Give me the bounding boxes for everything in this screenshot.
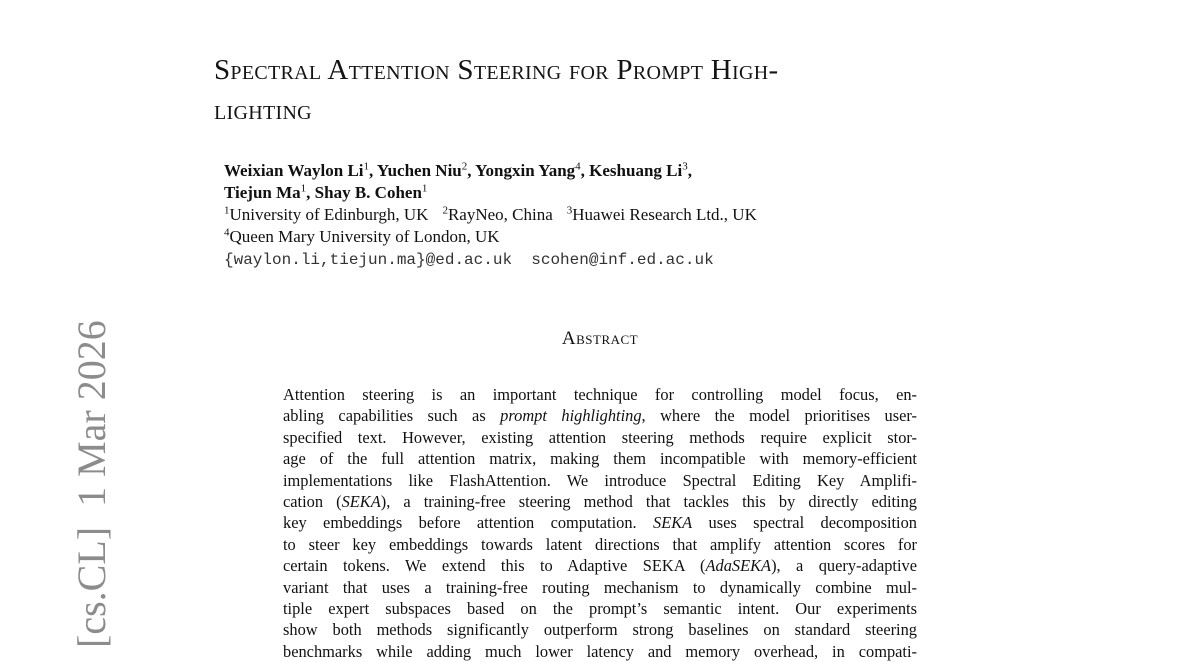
author-name: Shay B. Cohen [314, 183, 422, 202]
affiliation-mark: 4 [224, 226, 230, 239]
abstract-line: variant that uses a training-free routing mechanism to dynamically combine mul- [283, 577, 917, 597]
affiliation-mark: 1 [224, 204, 230, 217]
abstract-body [283, 384, 918, 661]
author-block [224, 160, 924, 271]
arxiv-date: 1 Mar 2026 [69, 320, 114, 507]
author-affiliation-mark: 4 [575, 160, 581, 173]
affiliation-text: RayNeo, China [447, 205, 553, 224]
affiliation-text: Queen Mary University of London, UK [229, 227, 500, 246]
author-affiliation-mark: 2 [461, 160, 468, 173]
author-affiliation-mark: 1 [421, 182, 428, 195]
affiliation-text: Huawei Research Ltd., UK [572, 205, 757, 224]
abstract-line: abling capabilities such as prompt highlighting, where the model prioritises user- [283, 406, 917, 426]
affiliation-text: University of Edinburgh, UK [229, 205, 429, 224]
abstract-line: specified text. However, existing attention steering methods require explicit stor- [283, 427, 917, 447]
author-affiliation-mark: 1 [300, 182, 307, 195]
arxiv-category: [cs.CL] [69, 526, 114, 648]
abstract-line: benchmarks while adding much lower latency and memory overhead, in compati- [283, 641, 917, 661]
paper-title-line-2: lighting [214, 94, 312, 126]
affiliation-line-1 [224, 204, 924, 226]
author-line-1: Weixian Waylon Li$^1$, Yuchen Niu$^2$, Yongxin Yang$^4$, Keshuang Li$^3$, [224, 160, 692, 180]
author-name: Yuchen Niu [376, 161, 462, 180]
abstract-line: key embeddings before attention computation. SEKA uses spectral decomposition [283, 513, 918, 533]
paper-title-line-1: Spectral Attention Steering for Prompt High- [214, 54, 779, 86]
abstract-line: implementations like FlashAttention. We introduce Spectral Editing Key Amplifi- [283, 470, 917, 490]
affiliation-line-2 [224, 226, 924, 248]
author-line-2: Tiejun Ma$^1$, Shay B. Cohen$^1$ [224, 182, 428, 202]
author-name: Tiejun Ma [224, 183, 301, 202]
abstract-line: Attention steering is an important technique for controlling model focus, en- [283, 385, 917, 404]
abstract-line: tiple expert subspaces based on the prompt’s semantic intent. Our experiments [283, 599, 917, 619]
affiliation-mark: 3 [566, 204, 573, 217]
author-affiliation-mark: 3 [682, 160, 688, 173]
abstract-line: certain tokens. We extend this to Adaptive SEKA (AdaSEKA), a query-adaptive [283, 556, 917, 576]
author-affiliation-mark: 1 [363, 160, 370, 173]
author-emails: {waylon.li,tiejun.ma}@ed.ac.uk scohen@inf.ed.ac.uk [224, 251, 714, 269]
author-name: Yongxin Yang [475, 161, 576, 180]
abstract-line: to steer key embeddings towards latent directions that amplify attention scores for [283, 534, 917, 554]
abstract-line: cation (SEKA), a training-free steering method that tackles this by directly editing [283, 492, 917, 512]
abstract-line: show both methods significantly outperform strong baselines on standard steering [283, 620, 917, 640]
abstract-heading: Abstract [561, 328, 639, 349]
abstract-line: age of the full attention matrix, making them incompatible with memory-efficient [283, 449, 917, 469]
arxiv-watermark [69, 300, 114, 648]
paper-title [214, 50, 1014, 130]
author-name: Weixian Waylon Li [224, 161, 364, 180]
affiliation-mark: 2 [442, 204, 448, 217]
author-name: Keshuang Li [589, 161, 683, 180]
